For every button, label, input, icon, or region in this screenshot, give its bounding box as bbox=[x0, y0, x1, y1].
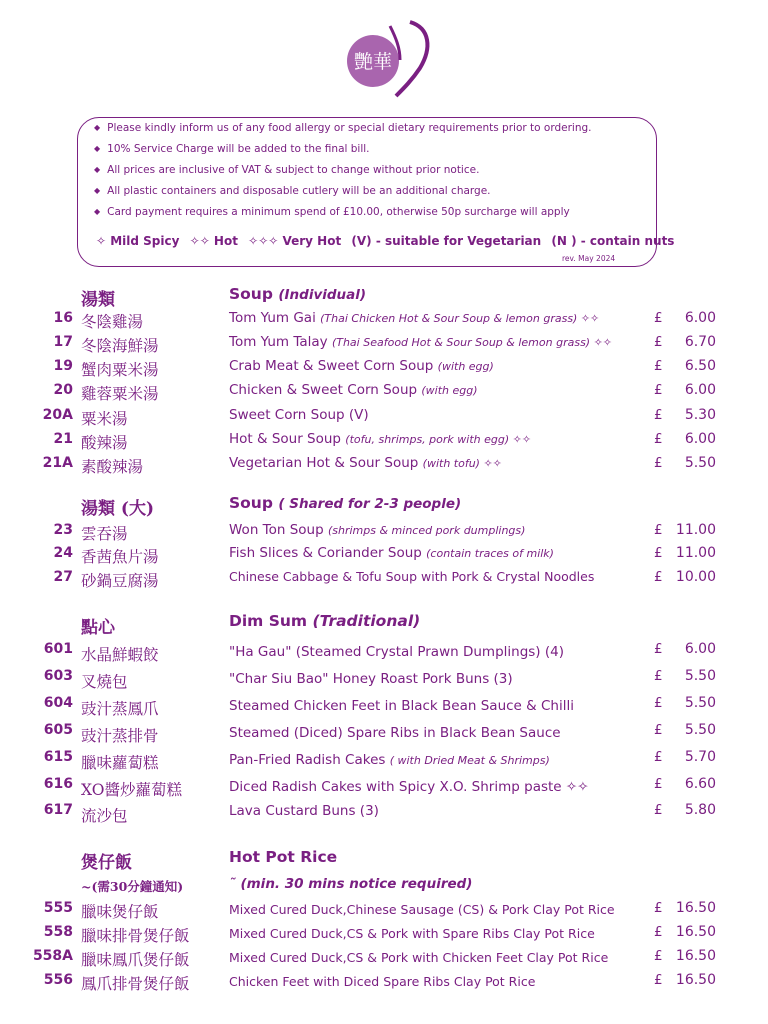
item-price: 6.00 bbox=[684, 382, 716, 398]
notice-item: ◆ Please kindly inform us of any food allergy or special dietary requirements prior to ordering. bbox=[94, 122, 592, 134]
spice-legend bbox=[96, 234, 680, 248]
currency-symbol: £ bbox=[654, 334, 663, 350]
currency-symbol: £ bbox=[654, 776, 663, 792]
item-price: 6.00 bbox=[684, 310, 716, 326]
item-price: 5.30 bbox=[684, 407, 716, 423]
menu-item bbox=[0, 382, 768, 404]
item-price: 6.70 bbox=[684, 334, 716, 350]
menu-item bbox=[0, 455, 768, 477]
item-name-cn: 粟米湯 bbox=[81, 410, 128, 428]
item-name-cn: 水晶鮮蝦餃 bbox=[81, 646, 159, 664]
item-price: 6.50 bbox=[684, 358, 716, 374]
currency-symbol: £ bbox=[654, 545, 663, 561]
currency-symbol: £ bbox=[654, 802, 663, 818]
item-number: 558A bbox=[32, 948, 73, 964]
menu-item bbox=[0, 900, 768, 922]
restaurant-logo bbox=[340, 18, 440, 102]
restaurant-logo-icon bbox=[340, 18, 440, 102]
item-price: 11.00 bbox=[675, 522, 716, 538]
item-price: 6.00 bbox=[684, 431, 716, 447]
item-name-en: Won Ton Soup (shrimps & minced pork dumplings) bbox=[229, 522, 526, 538]
item-number: 555 bbox=[43, 900, 73, 916]
item-price: 5.50 bbox=[684, 722, 716, 738]
logo-text: 艷華 bbox=[353, 51, 393, 73]
item-name-cn: 臘味煲仔飯 bbox=[81, 903, 159, 921]
item-name-en: Lava Custard Buns (3) bbox=[229, 803, 379, 819]
item-price: 10.00 bbox=[675, 569, 716, 585]
currency-symbol: £ bbox=[654, 924, 663, 940]
menu-item bbox=[0, 972, 768, 994]
menu-item bbox=[0, 545, 768, 567]
item-name-cn: 冬陰海鮮湯 bbox=[81, 337, 159, 355]
item-name-cn: 流沙包 bbox=[81, 807, 128, 825]
item-number: 16 bbox=[53, 310, 73, 326]
item-price: 5.50 bbox=[684, 455, 716, 471]
item-name-en: Mixed Cured Duck,CS & Pork with Chicken Feet Clay Pot Rice bbox=[229, 950, 609, 965]
currency-symbol: £ bbox=[654, 407, 663, 423]
diamond-bullet-icon: ◆ bbox=[94, 207, 101, 216]
item-name-cn: 臘味蘿蔔糕 bbox=[81, 754, 159, 772]
item-price: 16.50 bbox=[675, 972, 716, 988]
section-title-cn: 湯類 bbox=[81, 290, 115, 310]
currency-symbol: £ bbox=[654, 455, 663, 471]
section-title-en: Soup ( Shared for 2-3 people) bbox=[229, 494, 462, 512]
currency-symbol: £ bbox=[654, 569, 663, 585]
item-name-en: Pan-Fried Radish Cakes ( with Dried Meat & Shrimps) bbox=[229, 752, 550, 768]
diamond-bullet-icon: ◆ bbox=[94, 144, 101, 153]
item-name-cn: 香茜魚片湯 bbox=[81, 548, 159, 566]
item-name-en: "Ha Gau" (Steamed Crystal Prawn Dumplings) (4) bbox=[229, 644, 564, 660]
item-price: 5.80 bbox=[684, 802, 716, 818]
menu-item bbox=[0, 334, 768, 356]
item-number: 21A bbox=[42, 455, 73, 471]
diamond-bullet-icon: ◆ bbox=[94, 165, 101, 174]
item-number: 615 bbox=[43, 749, 73, 765]
item-name-cn: XO醬炒蘿蔔糕 bbox=[81, 781, 182, 799]
menu-item bbox=[0, 641, 768, 663]
notice-item: ◆ All plastic containers and disposable cutlery will be an additional charge. bbox=[94, 185, 491, 197]
currency-symbol: £ bbox=[654, 948, 663, 964]
menu-item bbox=[0, 569, 768, 591]
item-name-cn: 雞蓉粟米湯 bbox=[81, 385, 159, 403]
item-name-en: Chinese Cabbage & Tofu Soup with Pork & Crystal Noodles bbox=[229, 569, 595, 584]
item-number: 23 bbox=[53, 522, 73, 538]
item-number: 27 bbox=[53, 569, 73, 585]
section-title-cn: 點心 bbox=[81, 618, 115, 638]
item-name-en: Diced Radish Cakes with Spicy X.O. Shrimp paste ✧✧ bbox=[229, 779, 589, 795]
notice-item: ◆ 10% Service Charge will be added to the final bill. bbox=[94, 143, 370, 155]
legend-mild: ✧ Mild Spicy bbox=[96, 234, 180, 248]
item-number: 19 bbox=[53, 358, 73, 374]
item-name-en: Chicken Feet with Diced Spare Ribs Clay Pot Rice bbox=[229, 974, 536, 989]
diamond-bullet-icon: ◆ bbox=[94, 186, 101, 195]
menu-item bbox=[0, 948, 768, 970]
item-name-cn: 蟹肉粟米湯 bbox=[81, 361, 159, 379]
diamond-bullet-icon: ◆ bbox=[94, 123, 101, 132]
currency-symbol: £ bbox=[654, 382, 663, 398]
item-name-en: Sweet Corn Soup (V) bbox=[229, 407, 369, 423]
item-name-en: Mixed Cured Duck,Chinese Sausage (CS) & Pork Clay Pot Rice bbox=[229, 902, 615, 917]
item-name-en: Tom Yum Talay (Thai Seafood Hot & Sour Soup & lemon grass) ✧✧ bbox=[229, 334, 613, 350]
menu-item bbox=[0, 668, 768, 690]
item-name-en: Mixed Cured Duck,CS & Pork with Spare Ribs Clay Pot Rice bbox=[229, 926, 595, 941]
menu-item bbox=[0, 431, 768, 453]
section-title-en: Hot Pot Rice bbox=[229, 848, 338, 866]
item-price: 6.00 bbox=[684, 641, 716, 657]
item-number: 17 bbox=[53, 334, 73, 350]
item-name-en: Steamed (Diced) Spare Ribs in Black Bean Sauce bbox=[229, 725, 561, 741]
currency-symbol: £ bbox=[654, 722, 663, 738]
legend-nuts: (N ) - contain nuts bbox=[551, 234, 675, 248]
section-subtitle-en: ˜ (min. 30 mins notice required) bbox=[229, 876, 473, 892]
section-title-cn: 湯類 (大) bbox=[81, 499, 155, 519]
item-name-cn: 素酸辣湯 bbox=[81, 458, 144, 476]
item-number: 616 bbox=[43, 776, 73, 792]
item-price: 16.50 bbox=[675, 948, 716, 964]
item-number: 558 bbox=[43, 924, 73, 940]
currency-symbol: £ bbox=[654, 668, 663, 684]
item-number: 20 bbox=[53, 382, 73, 398]
currency-symbol: £ bbox=[654, 695, 663, 711]
item-price: 6.60 bbox=[684, 776, 716, 792]
item-name-en: Hot & Sour Soup (tofu, shrimps, pork with egg) ✧✧ bbox=[229, 431, 532, 447]
item-name-cn: 豉汁蒸鳳爪 bbox=[81, 700, 159, 718]
item-name-cn: 臘味排骨煲仔飯 bbox=[81, 927, 190, 945]
currency-symbol: £ bbox=[654, 749, 663, 765]
item-name-en: Fish Slices & Coriander Soup (contain traces of milk) bbox=[229, 545, 554, 561]
section-title-en: Dim Sum (Traditional) bbox=[229, 612, 421, 630]
menu-item bbox=[0, 802, 768, 824]
item-name-en: Vegetarian Hot & Sour Soup (with tofu) ✧✧ bbox=[229, 455, 502, 471]
currency-symbol: £ bbox=[654, 431, 663, 447]
menu-item bbox=[0, 776, 768, 798]
menu-item bbox=[0, 522, 768, 544]
section-title-cn: 煲仔飯 bbox=[81, 853, 132, 873]
legend-vegetarian: (V) - suitable for Vegetarian bbox=[351, 234, 542, 248]
menu-item bbox=[0, 749, 768, 771]
menu-item bbox=[0, 695, 768, 717]
item-number: 605 bbox=[43, 722, 73, 738]
item-name-en: Crab Meat & Sweet Corn Soup (with egg) bbox=[229, 358, 494, 374]
currency-symbol: £ bbox=[654, 900, 663, 916]
notice-item: ◆ All prices are inclusive of VAT & subject to change without prior notice. bbox=[94, 164, 480, 176]
notice-box bbox=[77, 117, 675, 267]
item-number: 21 bbox=[53, 431, 73, 447]
currency-symbol: £ bbox=[654, 522, 663, 538]
item-number: 556 bbox=[43, 972, 73, 988]
item-number: 603 bbox=[43, 668, 73, 684]
menu-item bbox=[0, 407, 768, 429]
menu-item bbox=[0, 310, 768, 332]
legend-very-hot: ✧✧✧ Very Hot bbox=[248, 234, 342, 248]
item-price: 16.50 bbox=[675, 900, 716, 916]
item-name-en: "Char Siu Bao" Honey Roast Pork Buns (3) bbox=[229, 671, 513, 687]
item-price: 5.50 bbox=[684, 668, 716, 684]
item-price: 11.00 bbox=[675, 545, 716, 561]
menu-item bbox=[0, 722, 768, 744]
item-name-en: Tom Yum Gai (Thai Chicken Hot & Sour Soup & lemon grass) ✧✧ bbox=[229, 310, 600, 326]
item-name-cn: 叉燒包 bbox=[81, 673, 128, 691]
currency-symbol: £ bbox=[654, 358, 663, 374]
currency-symbol: £ bbox=[654, 972, 663, 988]
revision-date: rev. May 2024 bbox=[562, 254, 616, 263]
item-price: 16.50 bbox=[675, 924, 716, 940]
item-number: 617 bbox=[43, 802, 73, 818]
item-name-cn: 鳳爪排骨煲仔飯 bbox=[81, 975, 190, 993]
item-number: 604 bbox=[43, 695, 73, 711]
section-title-en: Soup (Individual) bbox=[229, 285, 367, 303]
item-name-cn: 冬陰雞湯 bbox=[81, 313, 144, 331]
item-name-cn: 砂鍋豆腐湯 bbox=[81, 572, 159, 590]
item-name-cn: 雲吞湯 bbox=[81, 525, 128, 543]
item-price: 5.70 bbox=[684, 749, 716, 765]
currency-symbol: £ bbox=[654, 641, 663, 657]
notice-item: ◆ Card payment requires a minimum spend of £10.00, otherwise 50p surcharge will apply bbox=[94, 206, 570, 218]
item-number: 601 bbox=[43, 641, 73, 657]
menu-item bbox=[0, 924, 768, 946]
item-name-cn: 豉汁蒸排骨 bbox=[81, 727, 159, 745]
item-name-cn: 臘味鳳爪煲仔飯 bbox=[81, 951, 190, 969]
item-name-en: Steamed Chicken Feet in Black Bean Sauce & Chilli bbox=[229, 698, 574, 714]
legend-hot: ✧✧ Hot bbox=[189, 234, 238, 248]
section-subtitle-cn: ~(需30分鐘通知) bbox=[81, 879, 184, 894]
menu-item bbox=[0, 358, 768, 380]
item-number: 20A bbox=[42, 407, 73, 423]
item-price: 5.50 bbox=[684, 695, 716, 711]
item-name-en: Chicken & Sweet Corn Soup (with egg) bbox=[229, 382, 478, 398]
item-number: 24 bbox=[53, 545, 73, 561]
currency-symbol: £ bbox=[654, 310, 663, 326]
item-name-cn: 酸辣湯 bbox=[81, 434, 128, 452]
